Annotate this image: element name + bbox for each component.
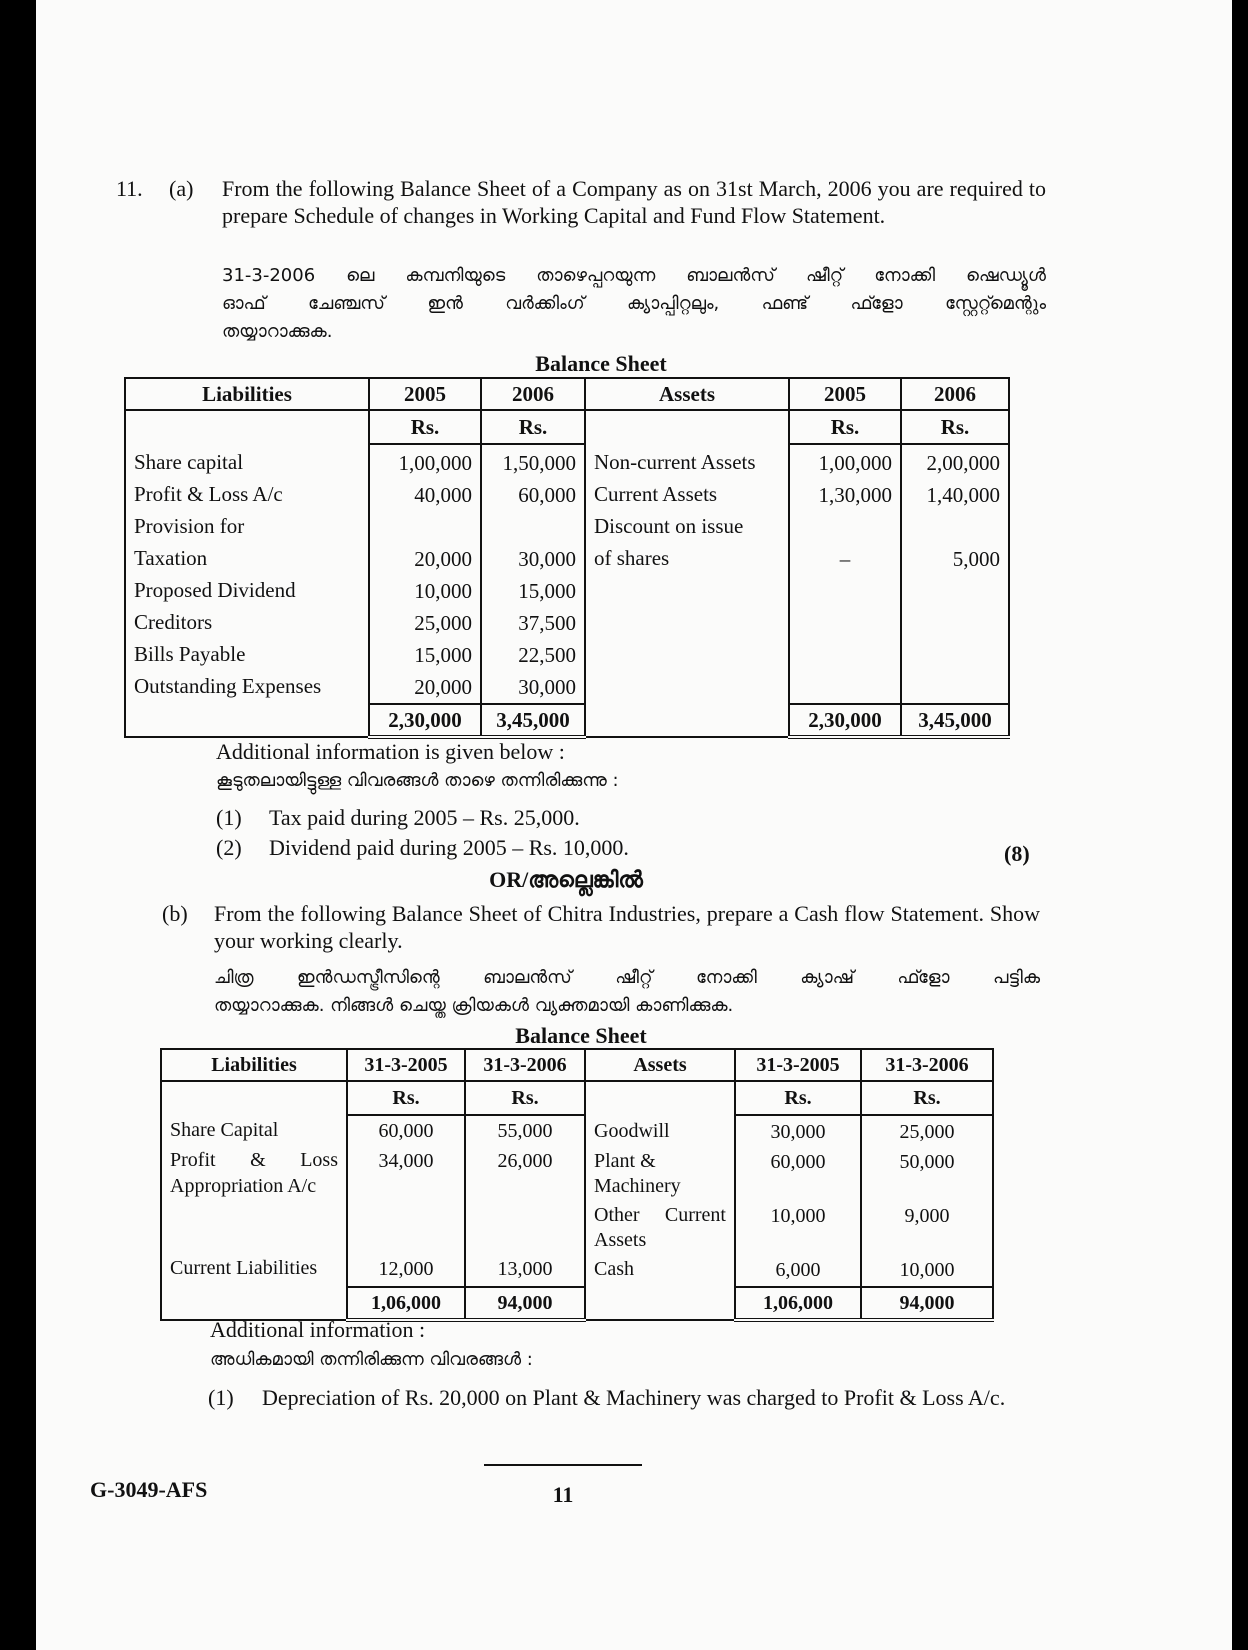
value-cell: 25,000: [414, 611, 472, 635]
liabilities-2005: [369, 444, 481, 704]
additional-info-heading-b: Additional information :: [210, 1317, 426, 1342]
value-cell: 1,00,000: [818, 451, 892, 475]
balance-sheet-a-title: Balance Sheet: [535, 351, 667, 376]
total-2006: 3,45,000: [481, 704, 585, 737]
total-31-3-2006: 94,000: [861, 1287, 993, 1320]
question-a-malayalam-line-1: 31-3-2006 ലെ കമ്പനിയുടെ താഴെപ്പറയുന്ന ബാലൻസ് ഷീറ്റ് നോക്കി ഷെഡ്യൂൾ: [222, 265, 1046, 286]
header-liabilities: Liabilities: [125, 378, 369, 410]
liability-name: Share capital: [134, 450, 244, 474]
value-cell: 15,000: [414, 643, 472, 667]
header-2005: 2005: [369, 378, 481, 410]
header-2006: 2006: [481, 378, 585, 410]
assets-2005: [789, 444, 901, 704]
total-2005: 2,30,000: [369, 704, 481, 737]
value-cell: –: [839, 547, 851, 571]
asset-name: Non-current Assets: [594, 450, 756, 474]
value-cell: 55,000: [497, 1120, 553, 1142]
question-number: 11.: [116, 176, 143, 201]
additional-info-heading: Additional information is given below :: [216, 739, 565, 764]
total-31-3-2005: 1,06,000: [347, 1287, 465, 1320]
asset-name: Cash: [594, 1258, 634, 1280]
value-cell: 20,000: [414, 547, 472, 571]
info-text: Depreciation of Rs. 20,000 on Plant & Machinery was charged to Profit & Loss A/c.: [262, 1385, 1006, 1410]
value-cell: 6,000: [775, 1259, 821, 1281]
value-cell: 12,000: [378, 1258, 434, 1280]
header-assets: Assets: [585, 378, 789, 410]
header-liabilities: Liabilities: [161, 1049, 347, 1081]
liability-name: Creditors: [134, 610, 213, 634]
rs-label: Rs.: [789, 410, 901, 444]
asset-name: of shares: [594, 546, 670, 570]
balance-sheet-b-title: Balance Sheet: [515, 1023, 647, 1048]
value-cell: [378, 511, 472, 543]
header-assets: Assets: [585, 1049, 735, 1081]
assets-2006: [861, 1115, 993, 1287]
asset-name: Other Current: [594, 1204, 726, 1226]
question-b-malayalam-line-1: ചിത്ര ഇൻഡസ്ട്രീസിന്റെ ബാലൻസ് ഷീറ്റ് നോക്കി ക്യാഷ് ഫ്ളോ പട്ടിക: [214, 967, 1040, 988]
liabilities-names: [125, 444, 369, 704]
total-31-3-2006: 94,000: [465, 1287, 585, 1320]
value-cell: 60,000: [770, 1151, 826, 1173]
value-cell: 1,30,000: [818, 483, 892, 507]
additional-info-malayalam-b: അധികമായി തന്നിരിക്കുന്ന വിവരങ്ങൾ :: [210, 1349, 533, 1370]
question-a-text: From the following Balance Sheet of a Company as on 31st March, 2006 you are required to prepare Schedule of changes in Working Capital and Fund Flow Statement.: [222, 176, 1046, 228]
asset-name: Goodwill: [594, 1120, 670, 1142]
assets-names: [585, 444, 789, 704]
value-cell: 22,500: [518, 643, 576, 667]
value-cell: 13,000: [497, 1258, 553, 1280]
value-cell: 60,000: [378, 1120, 434, 1142]
rs-label: Rs.: [901, 410, 1009, 444]
total-2005: 2,30,000: [789, 704, 901, 737]
value-cell: 9,000: [904, 1205, 950, 1227]
header-31-3-2006: 31-3-2006: [465, 1049, 585, 1081]
value-cell: 30,000: [518, 547, 576, 571]
question-a-malayalam-line-3: തയ്യാറാക്കുക.: [222, 321, 333, 342]
info-text: Tax paid during 2005 – Rs. 25,000.: [269, 805, 580, 830]
rs-label: Rs.: [347, 1081, 465, 1115]
liability-name: Proposed Dividend: [134, 578, 296, 602]
liabilities-2006: [481, 444, 585, 704]
assets-2005: [735, 1115, 861, 1287]
asset-name: Assets: [594, 1229, 647, 1251]
liability-name: Taxation: [134, 546, 208, 570]
page-number: 11: [552, 1482, 574, 1507]
value-cell: 40,000: [414, 483, 472, 507]
liability-name: Current Liabilities: [170, 1257, 318, 1279]
header-2005: 2005: [789, 378, 901, 410]
asset-name: Discount on issue: [594, 514, 744, 538]
additional-info-malayalam: കൂടുതലായിട്ടുള്ള വിവരങ്ങൾ താഴെ തന്നിരിക്കുന്നു :: [216, 770, 619, 791]
rs-label: Rs.: [465, 1081, 585, 1115]
marks: (8): [1004, 841, 1030, 866]
value-cell: 34,000: [378, 1150, 434, 1172]
value-cell: 10,000: [414, 579, 472, 603]
value-cell: 2,00,000: [926, 451, 1000, 475]
paper-code: G-3049-AFS: [90, 1477, 208, 1502]
value-cell: 30,000: [518, 675, 576, 699]
asset-name: Plant &: [594, 1150, 656, 1172]
liability-name: Outstanding Expenses: [134, 674, 322, 698]
value-cell: 15,000: [518, 579, 576, 603]
liability-name: Bills Payable: [134, 642, 246, 666]
total-31-3-2005: 1,06,000: [735, 1287, 861, 1320]
rs-label: Rs.: [861, 1081, 993, 1115]
part-label-b: (b): [162, 901, 188, 926]
value-cell: 20,000: [414, 675, 472, 699]
total-2006: 3,45,000: [901, 704, 1009, 737]
rs-label: Rs.: [481, 410, 585, 444]
value-cell: 1,40,000: [926, 483, 1000, 507]
value-cell: 1,00,000: [398, 451, 472, 475]
header-2006: 2006: [901, 378, 1009, 410]
liabilities-2005: [347, 1115, 465, 1287]
value-cell: 60,000: [518, 483, 576, 507]
rs-label: Rs.: [369, 410, 481, 444]
value-cell: 1,50,000: [502, 451, 576, 475]
asset-name: Machinery: [594, 1175, 681, 1197]
value-cell: 10,000: [770, 1205, 826, 1227]
rs-label: Rs.: [735, 1081, 861, 1115]
info-number: (1): [216, 805, 242, 830]
value-cell: 26,000: [497, 1150, 553, 1172]
liabilities-names: [161, 1115, 347, 1287]
value-cell: 30,000: [770, 1121, 826, 1143]
or-separator: OR/അല്ലെങ്കിൽ: [489, 867, 643, 892]
question-b-text: From the following Balance Sheet of Chitra Industries, prepare a Cash flow Statement. Show your working clearly.: [214, 901, 1040, 953]
liability-name: Provision for: [134, 514, 245, 538]
balance-sheet-a: [124, 377, 1010, 739]
liability-name: Profit & Loss: [170, 1149, 338, 1171]
info-text: Dividend paid during 2005 – Rs. 10,000.: [269, 835, 629, 860]
part-label-a: (a): [169, 176, 194, 201]
liability-name: Profit & Loss A/c: [134, 482, 283, 506]
liability-name: Share Capital: [170, 1119, 279, 1141]
exam-page: [36, 0, 1232, 1650]
question-b-malayalam-line-2: തയ്യാറാക്കുക. നിങ്ങൾ ചെയ്ത ക്രിയകൾ വ്യക്തമായി കാണിക്കുക.: [214, 995, 734, 1016]
value-cell: 50,000: [899, 1151, 955, 1173]
liabilities-2006: [465, 1115, 585, 1287]
header-31-3-2005: 31-3-2005: [735, 1049, 861, 1081]
value-cell: [798, 511, 892, 543]
liability-name: Appropriation A/c: [170, 1175, 317, 1197]
value-cell: 10,000: [899, 1259, 955, 1281]
footer-rule: [484, 1464, 642, 1466]
value-cell: 37,500: [518, 611, 576, 635]
header-31-3-2006: 31-3-2006: [861, 1049, 993, 1081]
value-cell: 25,000: [899, 1121, 955, 1143]
info-number: (2): [216, 835, 242, 860]
balance-sheet-b: [160, 1048, 994, 1322]
assets-2006: [901, 444, 1009, 704]
value-cell: [910, 511, 1000, 543]
info-number: (1): [208, 1385, 234, 1410]
header-31-3-2005: 31-3-2005: [347, 1049, 465, 1081]
value-cell: [490, 511, 576, 543]
value-cell: 5,000: [952, 547, 1000, 571]
asset-name: Current Assets: [594, 482, 718, 506]
assets-names: [585, 1115, 735, 1287]
question-a-malayalam-line-2: ഓഫ് ചേഞ്ചസ് ഇൻ വർക്കിംഗ് ക്യാപ്പിറ്റലും, ഫണ്ട് ഫ്ളോ സ്റ്റേറ്റ്മെന്റും: [222, 293, 1046, 314]
